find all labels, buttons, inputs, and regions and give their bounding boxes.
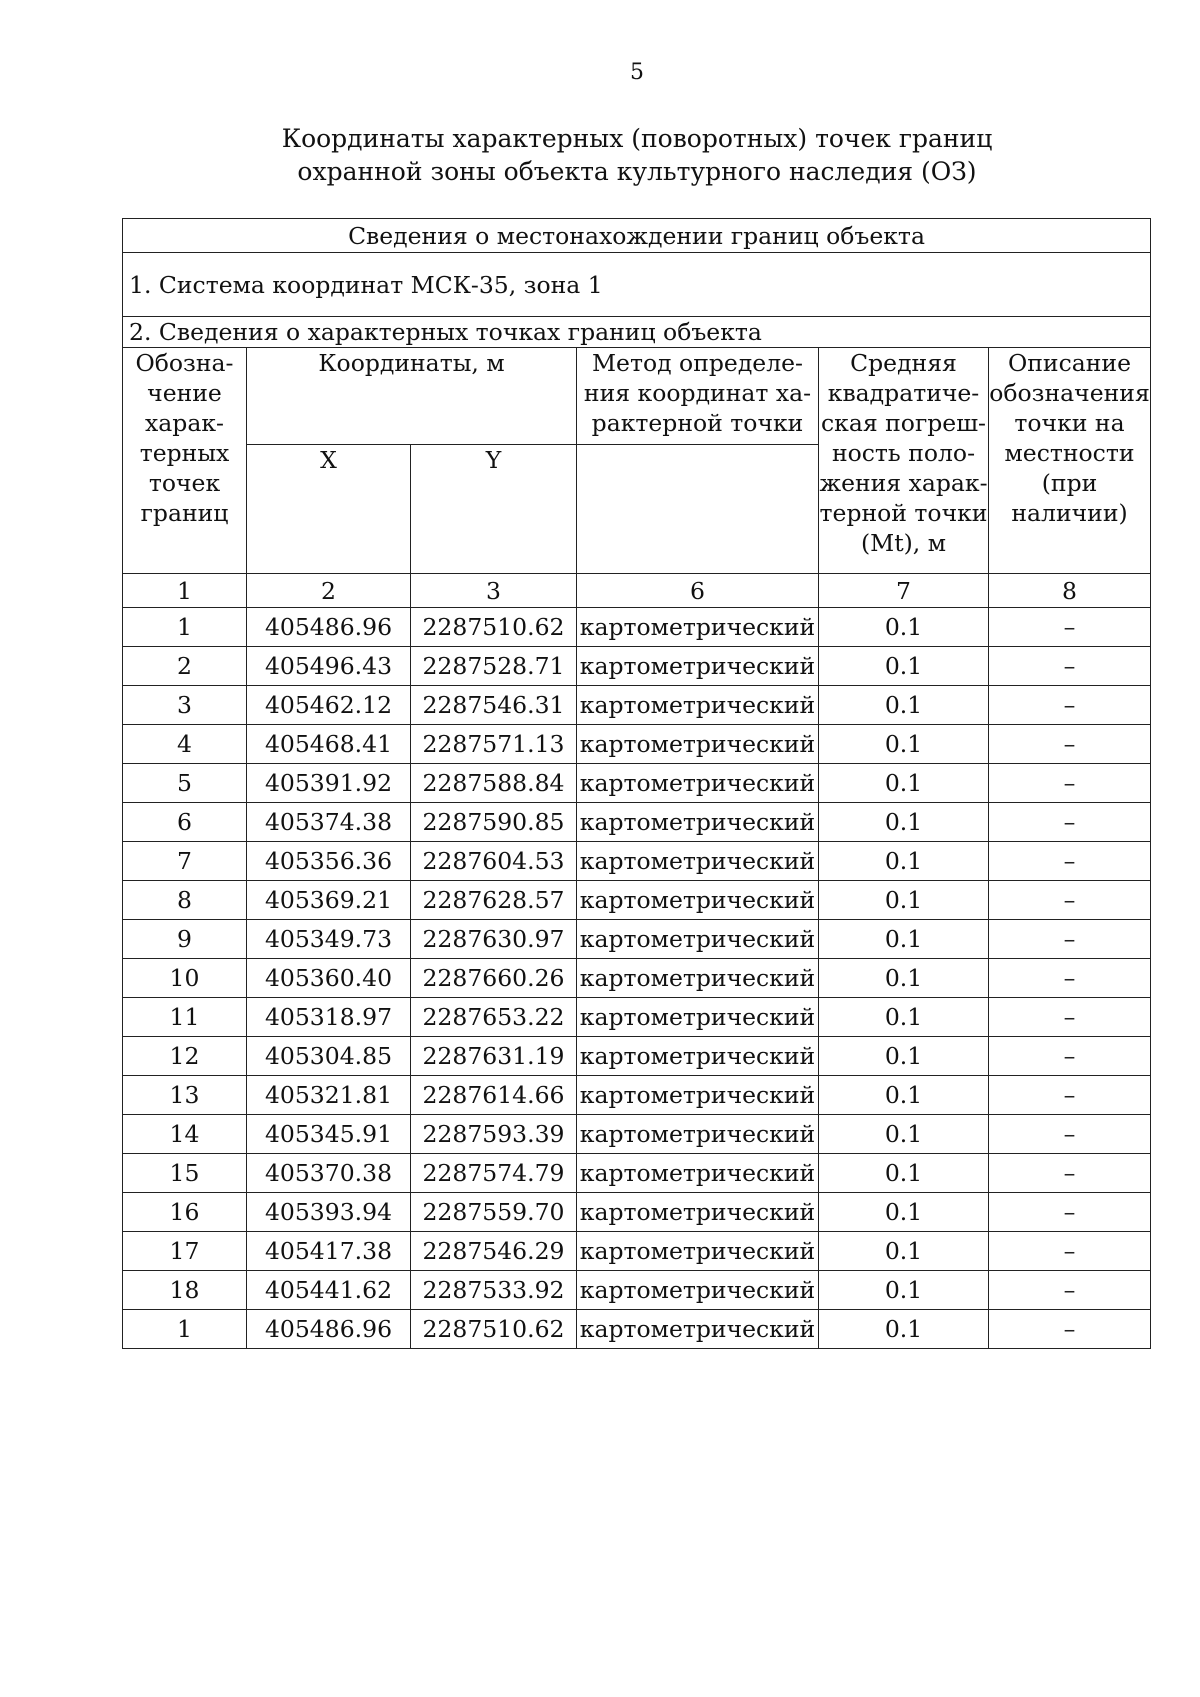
cell-mt: 0.1: [819, 959, 989, 998]
cell-point: 7: [123, 842, 247, 881]
cell-mt: 0.1: [819, 842, 989, 881]
cell-mt: 0.1: [819, 1076, 989, 1115]
cell-x: 405321.81: [247, 1076, 411, 1115]
cell-mt: 0.1: [819, 920, 989, 959]
cell-y: 2287630.97: [411, 920, 577, 959]
cell-mt: 0.1: [819, 686, 989, 725]
cell-x: 405486.96: [247, 1310, 411, 1349]
cell-x: 405345.91: [247, 1115, 411, 1154]
table-row: [123, 1232, 1151, 1271]
column-number: 2: [247, 574, 411, 608]
table-row: [123, 1154, 1151, 1193]
cell-method: картометрический: [577, 998, 819, 1037]
cell-point: 13: [123, 1076, 247, 1115]
column-number: 3: [411, 574, 577, 608]
cell-mt: 0.1: [819, 608, 989, 647]
cell-mt: 0.1: [819, 725, 989, 764]
cell-y: 2287593.39: [411, 1115, 577, 1154]
cell-mt: 0.1: [819, 647, 989, 686]
table-row: [123, 686, 1151, 725]
cell-y: 2287510.62: [411, 608, 577, 647]
header-mean-error: Средняя квадратиче-ская погреш-ность поло-жения харак-терной точки (Mt), м: [819, 348, 989, 574]
cell-desc: –: [989, 1232, 1151, 1271]
table-row: [123, 764, 1151, 803]
cell-y: 2287590.85: [411, 803, 577, 842]
table-row: [123, 959, 1151, 998]
cell-method: картометрический: [577, 647, 819, 686]
column-numbers-row: [123, 574, 1151, 608]
cell-method: картометрический: [577, 803, 819, 842]
cell-x: 405360.40: [247, 959, 411, 998]
table-row: [123, 647, 1151, 686]
cell-y: 2287604.53: [411, 842, 577, 881]
header-point-designation: Обозна-чение харак-терных точек границ: [123, 348, 247, 574]
cell-desc: –: [989, 959, 1151, 998]
cell-y: 2287533.92: [411, 1271, 577, 1310]
coordinate-system: 1. Система координат МСК-35, зона 1: [123, 253, 1151, 317]
cell-desc: –: [989, 686, 1151, 725]
cell-point: 15: [123, 1154, 247, 1193]
table-row: [123, 998, 1151, 1037]
cell-x: 405349.73: [247, 920, 411, 959]
cell-y: 2287528.71: [411, 647, 577, 686]
cell-desc: –: [989, 1076, 1151, 1115]
table-row: [123, 1076, 1151, 1115]
cell-y: 2287510.62: [411, 1310, 577, 1349]
cell-x: 405391.92: [247, 764, 411, 803]
cell-method: картометрический: [577, 842, 819, 881]
cell-mt: 0.1: [819, 1193, 989, 1232]
cell-x: 405369.21: [247, 881, 411, 920]
cell-point: 4: [123, 725, 247, 764]
cell-desc: –: [989, 608, 1151, 647]
cell-x: 405417.38: [247, 1232, 411, 1271]
cell-desc: –: [989, 920, 1151, 959]
table-row: [123, 1193, 1151, 1232]
column-number: 7: [819, 574, 989, 608]
document-title-line-2: охранной зоны объекта культурного наследия (ОЗ): [297, 157, 977, 186]
cell-y: 2287588.84: [411, 764, 577, 803]
table-row: [123, 1310, 1151, 1349]
cell-method: картометрический: [577, 1115, 819, 1154]
cell-x: 405462.12: [247, 686, 411, 725]
cell-method: картометрический: [577, 1037, 819, 1076]
document-title-line-1: Координаты характерных (поворотных) точек границ: [281, 124, 993, 153]
cell-point: 9: [123, 920, 247, 959]
header-description: Описание обозначения точки на местности (при наличии): [989, 348, 1151, 574]
cell-method: картометрический: [577, 1232, 819, 1271]
cell-method: картометрический: [577, 1076, 819, 1115]
cell-point: 14: [123, 1115, 247, 1154]
page-number: 5: [630, 60, 644, 85]
table-row: [123, 842, 1151, 881]
cell-desc: –: [989, 1154, 1151, 1193]
cell-x: 405318.97: [247, 998, 411, 1037]
cell-mt: 0.1: [819, 1115, 989, 1154]
cell-method: картометрический: [577, 764, 819, 803]
cell-desc: –: [989, 1115, 1151, 1154]
cell-desc: –: [989, 803, 1151, 842]
cell-point: 17: [123, 1232, 247, 1271]
points-caption: 2. Сведения о характерных точках границ объекта: [123, 317, 1151, 348]
cell-x: 405374.38: [247, 803, 411, 842]
cell-point: 8: [123, 881, 247, 920]
cell-x: 405370.38: [247, 1154, 411, 1193]
cell-point: 12: [123, 1037, 247, 1076]
table-row: [123, 608, 1151, 647]
cell-point: 5: [123, 764, 247, 803]
cell-mt: 0.1: [819, 1310, 989, 1349]
cell-desc: –: [989, 1193, 1151, 1232]
cell-mt: 0.1: [819, 764, 989, 803]
cell-x: 405441.62: [247, 1271, 411, 1310]
cell-point: 10: [123, 959, 247, 998]
cell-x: 405304.85: [247, 1037, 411, 1076]
column-number: 8: [989, 574, 1151, 608]
cell-point: 3: [123, 686, 247, 725]
cell-desc: –: [989, 1310, 1151, 1349]
cell-y: 2287653.22: [411, 998, 577, 1037]
cell-desc: –: [989, 1271, 1151, 1310]
cell-y: 2287571.13: [411, 725, 577, 764]
cell-desc: –: [989, 842, 1151, 881]
cell-method: картометрический: [577, 920, 819, 959]
cell-method: картометрический: [577, 1154, 819, 1193]
cell-mt: 0.1: [819, 998, 989, 1037]
cell-method: картометрический: [577, 725, 819, 764]
cell-x: 405486.96: [247, 608, 411, 647]
table-row: [123, 1037, 1151, 1076]
cell-y: 2287559.70: [411, 1193, 577, 1232]
cell-desc: –: [989, 881, 1151, 920]
header-x: X: [247, 445, 411, 574]
table-row: [123, 803, 1151, 842]
header-method: Метод определе-ния координат ха-рактерной точки: [577, 348, 819, 445]
cell-y: 2287546.29: [411, 1232, 577, 1271]
column-number: 1: [123, 574, 247, 608]
cell-method: картометрический: [577, 1271, 819, 1310]
cell-desc: –: [989, 725, 1151, 764]
cell-point: 1: [123, 1310, 247, 1349]
cell-y: 2287660.26: [411, 959, 577, 998]
table-row: [123, 725, 1151, 764]
cell-method: картометрический: [577, 881, 819, 920]
table-row: [123, 881, 1151, 920]
cell-y: 2287631.19: [411, 1037, 577, 1076]
cell-point: 2: [123, 647, 247, 686]
table-row: [123, 1271, 1151, 1310]
cell-method: картометрический: [577, 959, 819, 998]
cell-x: 405468.41: [247, 725, 411, 764]
cell-point: 1: [123, 608, 247, 647]
table-row: [123, 1115, 1151, 1154]
header-method-empty: [577, 445, 819, 574]
cell-y: 2287628.57: [411, 881, 577, 920]
cell-mt: 0.1: [819, 1271, 989, 1310]
cell-mt: 0.1: [819, 1232, 989, 1271]
section-caption: Сведения о местонахождении границ объекта: [123, 219, 1151, 253]
cell-desc: –: [989, 764, 1151, 803]
cell-point: 6: [123, 803, 247, 842]
cell-point: 11: [123, 998, 247, 1037]
cell-method: картометрический: [577, 608, 819, 647]
cell-mt: 0.1: [819, 1037, 989, 1076]
cell-desc: –: [989, 1037, 1151, 1076]
cell-x: 405393.94: [247, 1193, 411, 1232]
cell-y: 2287574.79: [411, 1154, 577, 1193]
header-y: Y: [411, 445, 577, 574]
cell-x: 405496.43: [247, 647, 411, 686]
cell-desc: –: [989, 647, 1151, 686]
cell-mt: 0.1: [819, 803, 989, 842]
cell-x: 405356.36: [247, 842, 411, 881]
header-coordinates: Координаты, м: [247, 348, 577, 445]
cell-y: 2287614.66: [411, 1076, 577, 1115]
cell-desc: –: [989, 998, 1151, 1037]
document-title: [0, 122, 1200, 188]
cell-y: 2287546.31: [411, 686, 577, 725]
cell-mt: 0.1: [819, 881, 989, 920]
cell-point: 18: [123, 1271, 247, 1310]
coordinates-table: [122, 218, 1151, 1349]
cell-method: картометрический: [577, 1310, 819, 1349]
cell-mt: 0.1: [819, 1154, 989, 1193]
column-number: 6: [577, 574, 819, 608]
cell-method: картометрический: [577, 686, 819, 725]
cell-point: 16: [123, 1193, 247, 1232]
table-row: [123, 920, 1151, 959]
cell-method: картометрический: [577, 1193, 819, 1232]
